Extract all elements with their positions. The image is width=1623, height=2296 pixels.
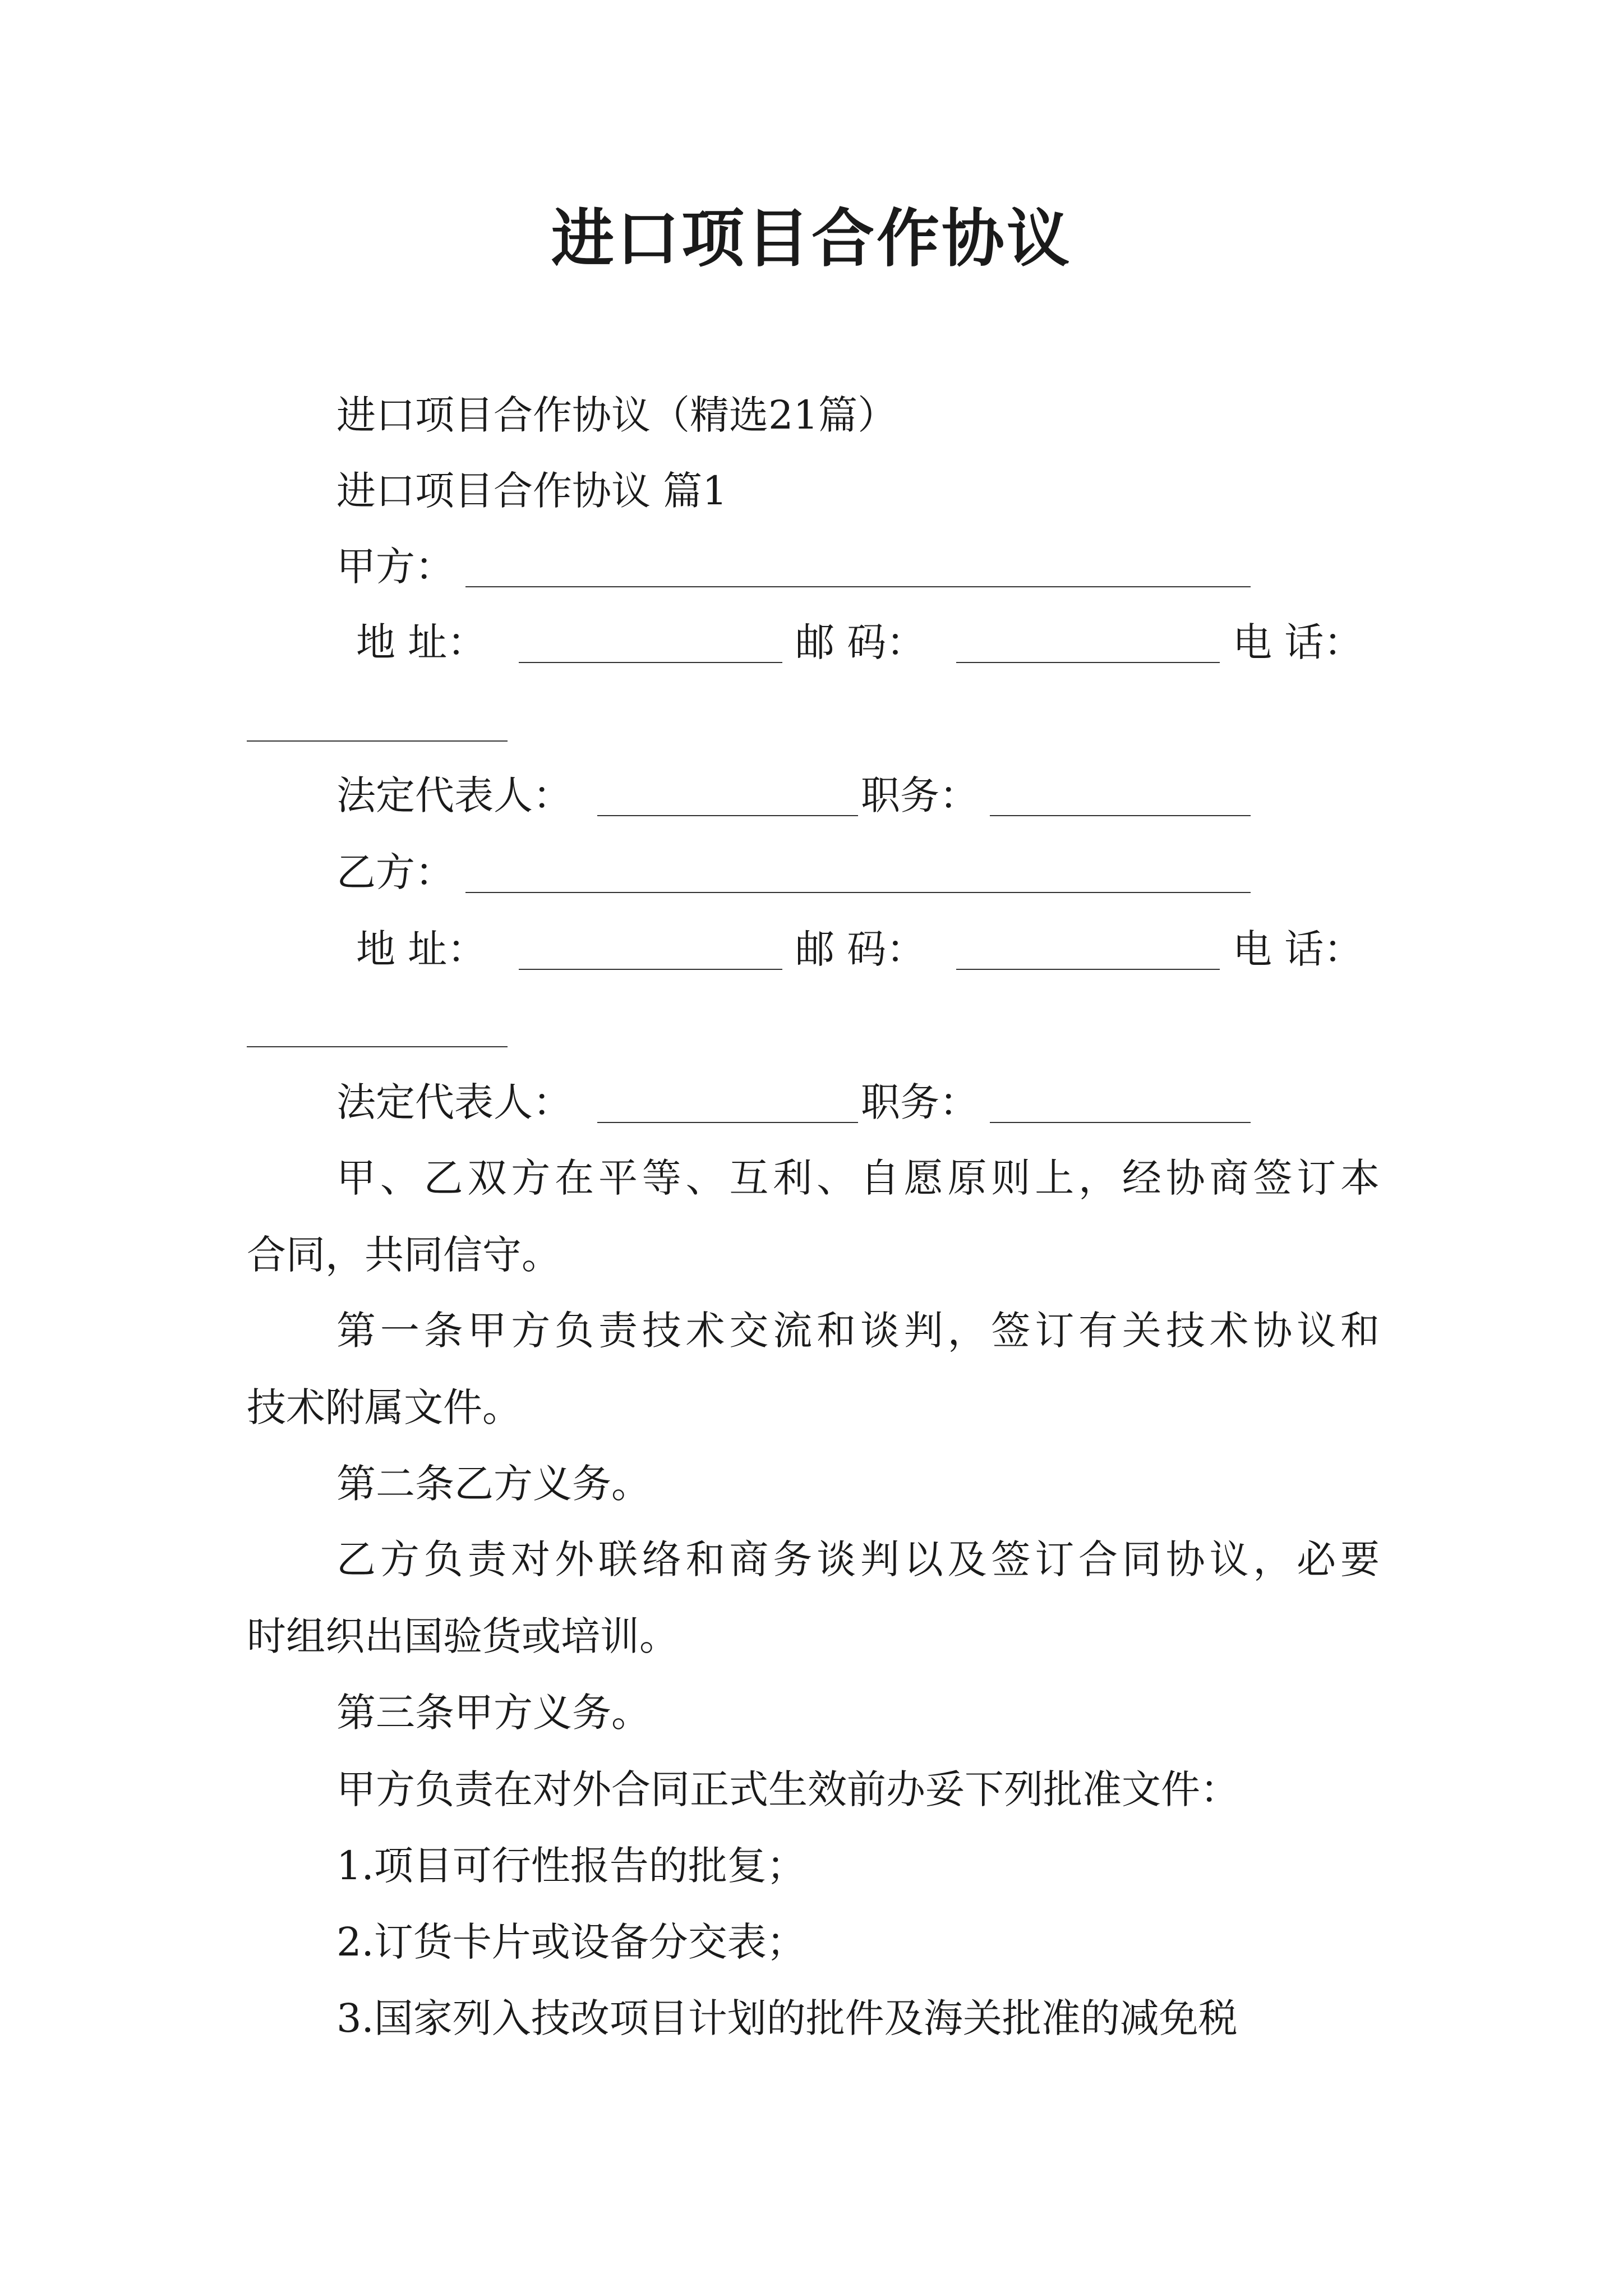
paragraph-1-line-2: 合同，共同信守。 <box>247 1232 561 1278</box>
party-a-address-field[interactable] <box>519 662 782 663</box>
party-b-address-field[interactable] <box>519 969 782 970</box>
party-b-label: 乙方： <box>336 849 454 895</box>
article-heading: 进口项目合作协议 篇1 <box>336 468 727 514</box>
paragraph-5: 第三条甲方义务。 <box>336 1690 651 1736</box>
party-a-legal-rep-field[interactable] <box>597 815 858 816</box>
party-b-position-label: 职务： <box>861 1079 979 1125</box>
paragraph-2-line-2: 技术附属文件。 <box>247 1384 522 1430</box>
party-a-phone-field[interactable] <box>247 740 508 742</box>
party-a-phone-label: 电 话： <box>1233 619 1363 665</box>
party-b-legal-rep-field[interactable] <box>597 1122 858 1123</box>
document-subtitle: 进口项目合作协议（精选21篇） <box>336 392 897 438</box>
party-a-postcode-field[interactable] <box>956 662 1220 663</box>
paragraph-3: 第二条乙方义务。 <box>336 1461 651 1507</box>
paragraph-4-line-2: 时组织出国验货或培训。 <box>247 1613 679 1659</box>
party-b-position-field[interactable] <box>990 1122 1251 1123</box>
paragraph-2-line-1: 第一条甲方负责技术交流和谈判，签订有关技术协议和 <box>336 1308 1384 1354</box>
party-a-position-field[interactable] <box>990 815 1251 816</box>
paragraph-6: 甲方负责在对外合同正式生效前办妥下列批准文件： <box>336 1766 1239 1812</box>
party-b-address-label: 地 址： <box>356 926 487 972</box>
party-b-postcode-label: 邮 码： <box>795 926 926 972</box>
party-a-position-label: 职务： <box>861 772 979 818</box>
party-a-postcode-label: 邮 码： <box>795 619 926 665</box>
list-item-3: 3.国家列入技改项目计划的批件及海关批准的减免税 <box>336 1995 1238 2041</box>
party-a-label: 甲方： <box>336 544 454 590</box>
document-title: 进口项目合作协议 <box>551 203 1072 275</box>
party-b-postcode-field[interactable] <box>956 969 1220 970</box>
list-item-1: 1.项目可行性报告的批复； <box>336 1843 806 1889</box>
party-b-phone-label: 电 话： <box>1233 926 1363 972</box>
party-a-name-field[interactable] <box>465 586 1251 587</box>
paragraph-4-line-1: 乙方负责对外联络和商务谈判以及签订合同协议，必要 <box>336 1536 1384 1582</box>
party-b-name-field[interactable] <box>465 892 1251 893</box>
paragraph-1-line-1: 甲、乙双方在平等、互利、自愿原则上，经协商签订本 <box>336 1155 1384 1201</box>
party-b-phone-field[interactable] <box>247 1046 508 1047</box>
party-a-address-label: 地 址： <box>356 619 487 665</box>
party-a-legal-rep-label: 法定代表人： <box>336 772 572 818</box>
party-b-legal-rep-label: 法定代表人： <box>336 1079 572 1125</box>
list-item-2: 2.订货卡片或设备分交表； <box>336 1919 806 1965</box>
